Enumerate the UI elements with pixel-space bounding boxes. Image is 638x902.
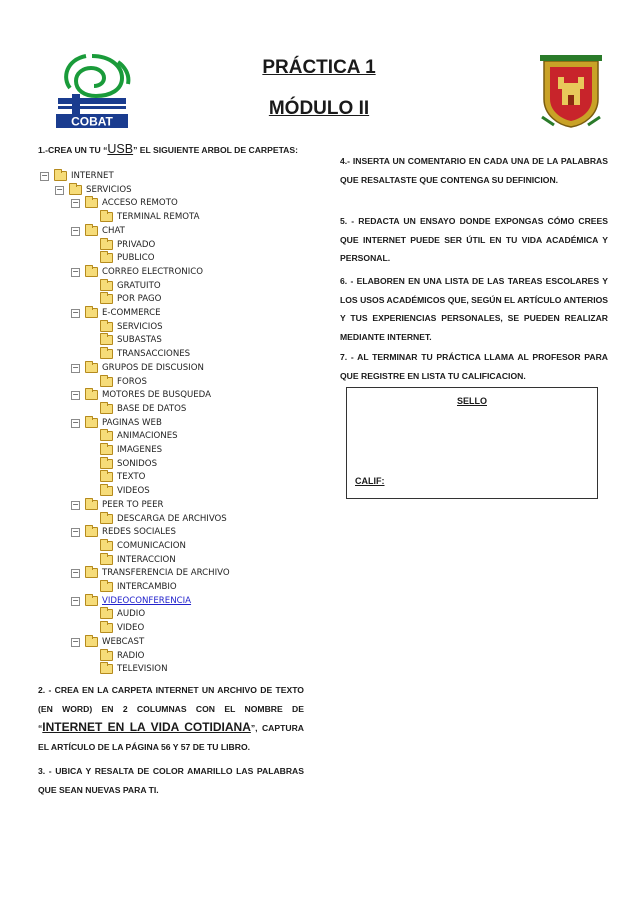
folder-label: IMAGENES [117, 445, 163, 455]
tree-node[interactable] [100, 211, 199, 224]
page-title: PRÁCTICA 1 [262, 57, 376, 78]
collapse-toggle-icon[interactable]: − [72, 527, 79, 537]
tree-node[interactable] [100, 513, 227, 526]
tree-node[interactable] [100, 485, 150, 498]
folder-icon [100, 609, 113, 619]
question-5: 5. - REDACTA UN ENSAYO DONDE EXPONGAS CÓMO CREES QUE INTERNET PUEDE SER ÚTIL EN TU VIDA ACADÉMICA Y PERSONAL. [340, 216, 608, 263]
folder-label: POR PAGO [117, 294, 162, 305]
folder-icon [85, 568, 98, 578]
folder-label: SONIDOS [117, 458, 158, 469]
folder-icon [54, 171, 67, 181]
folder-label: TRANSACCIONES [117, 349, 191, 360]
calif-label: CALIF: [355, 476, 385, 486]
folder-label: VIDEOS [117, 486, 150, 497]
folder-label: MOTORES DE BUSQUEDA [102, 390, 212, 401]
question-7: 7. - AL TERMINAR TU PRÁCTICA LLAMA AL PROFESOR PARA QUE REGISTRE EN LISTA TU CALIFICACION. [340, 352, 608, 381]
question-3: 3. - UBICA Y RESALTA DE COLOR AMARILLO LAS PALABRAS QUE SEAN NUEVAS PARA TI. [38, 766, 304, 795]
tree-node[interactable] [41, 170, 114, 183]
tree-node[interactable] [72, 389, 212, 402]
question-2: 2. - CREA EN LA CARPETA INTERNET UN ARCHIVO DE TEXTO (EN WORD) EN 2 COLUMNAS CON EL NOMBRE DE “INTERNET EN LA VIDA COTIDIANA”, CAPTURA EL ARTÍCULO DE LA PÁGINA 56 Y 57 DE TU LIBRO. [38, 685, 304, 752]
folder-label: GRUPOS DE DISCUSION [102, 362, 204, 373]
tree-node[interactable] [100, 430, 178, 443]
folder-icon [85, 363, 98, 373]
folder-label: WEBCAST [102, 636, 145, 647]
collapse-toggle-icon[interactable]: − [72, 308, 79, 317]
folder-label: PUBLICO [117, 253, 155, 264]
tree-node[interactable] [72, 307, 161, 320]
folder-icon [85, 308, 98, 318]
folder-label: INTERNET [71, 171, 114, 181]
folder-icon [100, 486, 113, 496]
collapse-toggle-icon[interactable]: − [72, 595, 79, 605]
tree-node[interactable] [100, 581, 177, 594]
collapse-toggle-icon[interactable]: − [72, 568, 79, 578]
folder-label: GRATUITO [117, 280, 161, 291]
coat-of-arms-icon [540, 55, 602, 129]
folder-icon [85, 226, 98, 236]
folder-icon [100, 651, 113, 661]
folder-label: ACCESO REMOTO [102, 198, 178, 209]
tree-node[interactable] [56, 184, 132, 197]
collapse-toggle-icon[interactable]: − [72, 636, 79, 646]
folder-icon [100, 623, 113, 633]
folder-icon [85, 500, 98, 510]
folder-icon [100, 431, 113, 441]
folder-icon [100, 445, 113, 455]
collapse-toggle-icon[interactable]: − [56, 184, 63, 194]
tree-node[interactable] [72, 595, 192, 608]
tree-node[interactable] [100, 321, 163, 334]
folder-label: SERVICIOS [86, 184, 132, 195]
tree-node[interactable] [72, 567, 230, 580]
folder-label: TEXTO [117, 472, 146, 483]
folder-label: ANIMACIONES [117, 431, 178, 442]
folder-label: SUBASTAS [117, 335, 162, 346]
folder-label: RADIO [117, 650, 145, 661]
folder-tree [40, 170, 320, 680]
tree-node[interactable] [72, 225, 125, 238]
folder-icon [85, 527, 98, 537]
tree-node[interactable] [100, 458, 157, 471]
folder-label: CORREO ELECTRONICO [102, 266, 203, 277]
folder-icon [85, 596, 98, 606]
question-4: 4.- INSERTA UN COMENTARIO EN CADA UNA DE LA PALABRAS QUE RESALTASTE QUE CONTENGA SU DEFINICION. [340, 156, 608, 185]
tree-node[interactable] [72, 526, 176, 539]
folder-icon [100, 664, 113, 674]
folder-label: INTERACCION [117, 554, 176, 565]
folder-label: E-COMMERCE [102, 308, 161, 318]
tree-node[interactable] [100, 280, 161, 293]
folder-icon [100, 404, 113, 414]
tree-node[interactable] [72, 266, 203, 279]
folder-icon [100, 294, 113, 304]
folder-label: TRANSFERENCIA DE ARCHIVO [102, 568, 230, 579]
tree-node[interactable] [100, 608, 145, 621]
collapse-toggle-icon[interactable]: − [72, 225, 79, 235]
tree-node[interactable] [100, 252, 154, 265]
folder-icon [100, 472, 113, 482]
collapse-toggle-icon[interactable]: − [72, 362, 79, 372]
folder-icon [100, 541, 113, 551]
folder-icon [100, 335, 113, 345]
folder-label: AUDIO [117, 609, 146, 620]
folder-label: REDES SOCIALES [102, 527, 176, 538]
tree-node[interactable] [100, 239, 155, 252]
tree-node[interactable] [72, 362, 204, 375]
folder-icon [85, 418, 98, 428]
tree-node[interactable] [100, 334, 162, 347]
folder-icon [100, 253, 113, 263]
tree-node[interactable] [72, 499, 164, 512]
folder-label: DESCARGA DE ARCHIVOS [117, 513, 227, 524]
tree-node[interactable] [72, 636, 145, 649]
folder-label: FOROS [117, 376, 147, 387]
folder-label: COMUNICACION [117, 540, 186, 551]
folder-icon [100, 240, 113, 250]
tree-node[interactable] [100, 663, 168, 676]
usb-word: USB [107, 142, 134, 156]
question-1: 1.-CREA UN TU “USB” EL SIGUIENTE ARBOL DE CARPETAS: [38, 142, 298, 156]
folder-icon [85, 198, 98, 208]
sello-box [346, 387, 598, 499]
folder-label: INTERCAMBIO [117, 582, 177, 592]
logo-text: COBAT [71, 114, 113, 129]
folder-icon [100, 514, 113, 524]
tree-node[interactable] [100, 376, 147, 389]
folder-icon [100, 459, 113, 469]
collapse-toggle-icon[interactable]: − [72, 266, 79, 276]
folder-label: PAGINAS WEB [102, 417, 162, 428]
collapse-toggle-icon[interactable]: − [72, 417, 79, 427]
file-name: INTERNET EN LA VIDA COTIDIANA [42, 720, 251, 734]
folder-label: PRIVADO [117, 239, 156, 250]
tree-node[interactable] [100, 622, 144, 635]
folder-label: PEER TO PEER [102, 499, 164, 510]
folder-icon [100, 322, 113, 332]
cobat-logo [52, 48, 132, 130]
collapse-toggle-icon[interactable]: − [72, 499, 79, 509]
folder-label: SERVICIOS [117, 321, 163, 332]
folder-icon [100, 555, 113, 565]
tree-node[interactable] [72, 197, 178, 210]
tree-node[interactable] [72, 417, 162, 430]
tree-node[interactable] [100, 650, 144, 663]
folder-label: CHAT [102, 225, 125, 236]
folder-label: BASE DE DATOS [117, 403, 187, 414]
folder-icon [85, 637, 98, 647]
folder-label: VIDEO [117, 623, 145, 634]
question-6: 6. - ELABOREN EN UNA LISTA DE LAS TAREAS ESCOLARES Y LOS USOS ACADÉMICOS QUE, SEGÚN EL ARTÍCULO ANTERIOS Y TUS EXPERIENCIAS PERSONALES, SE PUEDEN REALIZAR MEDIANTE INTERNET. [340, 276, 608, 342]
collapse-toggle-icon[interactable]: − [72, 198, 79, 208]
tree-node[interactable] [100, 471, 145, 484]
folder-icon [100, 281, 113, 291]
page-subtitle: MÓDULO II [268, 98, 370, 119]
folder-label: VIDEOCONFERENCIA [102, 595, 192, 606]
collapse-toggle-icon[interactable]: − [41, 171, 48, 180]
folder-icon [85, 267, 98, 277]
tree-node[interactable] [100, 293, 161, 306]
collapse-toggle-icon[interactable]: − [72, 390, 79, 400]
tree-node[interactable] [100, 554, 176, 567]
folder-icon [100, 377, 113, 387]
tree-node[interactable] [100, 348, 190, 361]
folder-label: TERMINAL REMOTA [117, 212, 200, 223]
folder-icon [100, 349, 113, 359]
folder-icon [85, 390, 98, 400]
tree-node[interactable] [100, 403, 186, 416]
sello-label: SELLO [456, 396, 487, 406]
folder-icon [100, 582, 113, 592]
tree-node[interactable] [100, 540, 186, 553]
folder-icon [100, 212, 113, 222]
tree-node[interactable] [100, 444, 162, 457]
folder-icon [69, 185, 82, 195]
folder-label: TELEVISION [117, 664, 168, 675]
